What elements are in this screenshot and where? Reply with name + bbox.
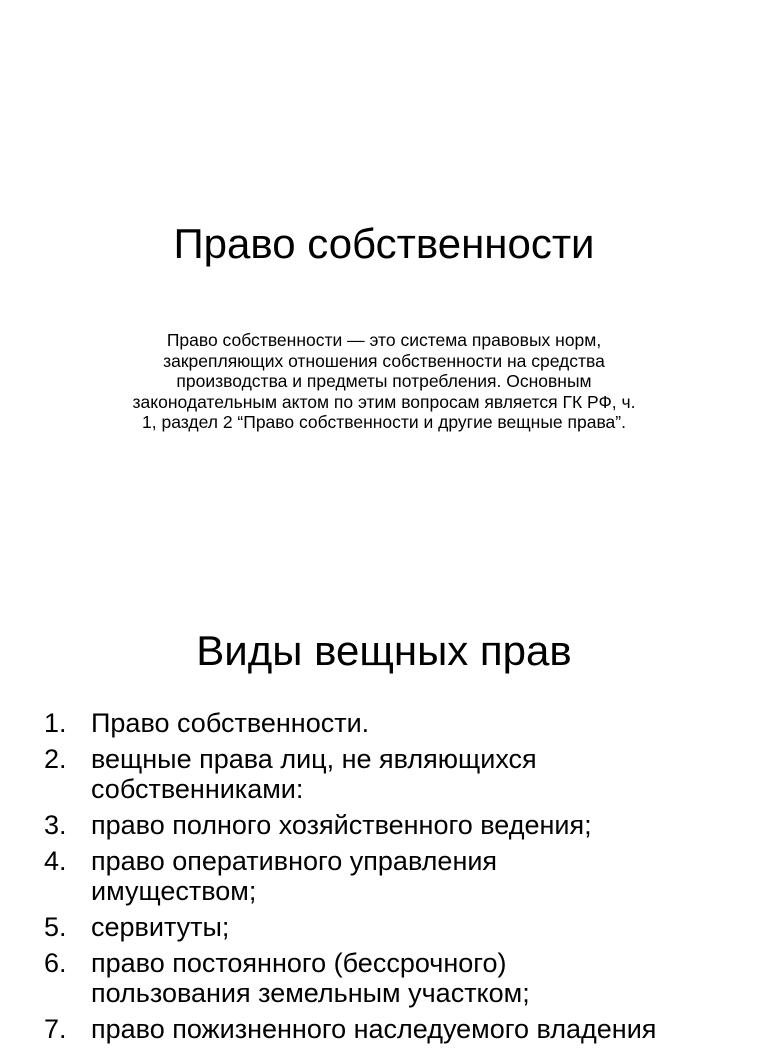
slide-title: Право собственности (173, 220, 595, 267)
list-item (40, 912, 760, 942)
list-item (40, 846, 760, 906)
list-item-text: вещные права лиц, не являющихся собственниками: (91, 744, 537, 804)
list-item-text: Право собственности. (91, 708, 370, 738)
list-item-number: 6. (44, 948, 67, 978)
list-item (40, 1014, 760, 1044)
list-item-text: право постоянного (бессрочного) пользования земельным участком; (91, 948, 530, 1008)
list-item-number: 7. (44, 1014, 67, 1044)
list-item-number: 2. (44, 744, 67, 774)
list-item (40, 708, 760, 738)
list-item-number: 3. (44, 810, 67, 840)
list-item-text: право оперативного управления имуществом; (91, 846, 498, 906)
list-item-number: 1. (44, 708, 67, 738)
list-item-text: право пожизненного наследуемого владения (91, 1014, 657, 1044)
list-item-number: 5. (44, 912, 67, 942)
list-item (40, 744, 760, 804)
slide-title: Виды вещных прав (196, 627, 572, 674)
list-item-text: право полного хозяйственного ведения; (91, 810, 592, 840)
list-item (40, 948, 760, 1008)
list-item-number: 4. (44, 846, 67, 876)
rights-list (40, 708, 760, 1050)
slide-property-rights-types (0, 576, 768, 1044)
list-item-text: сервитуты; (91, 912, 230, 942)
slide-body-text: Право собственности — это система правовых норм, закрепляющих отношения собственности на средства производства и предметы потребления. Основным законодательным актом по этим вопросам является ГК РФ, ч. 1, раздел 2 “Право собственности и другие вещные права”. (132, 330, 636, 432)
list-item (40, 810, 760, 840)
